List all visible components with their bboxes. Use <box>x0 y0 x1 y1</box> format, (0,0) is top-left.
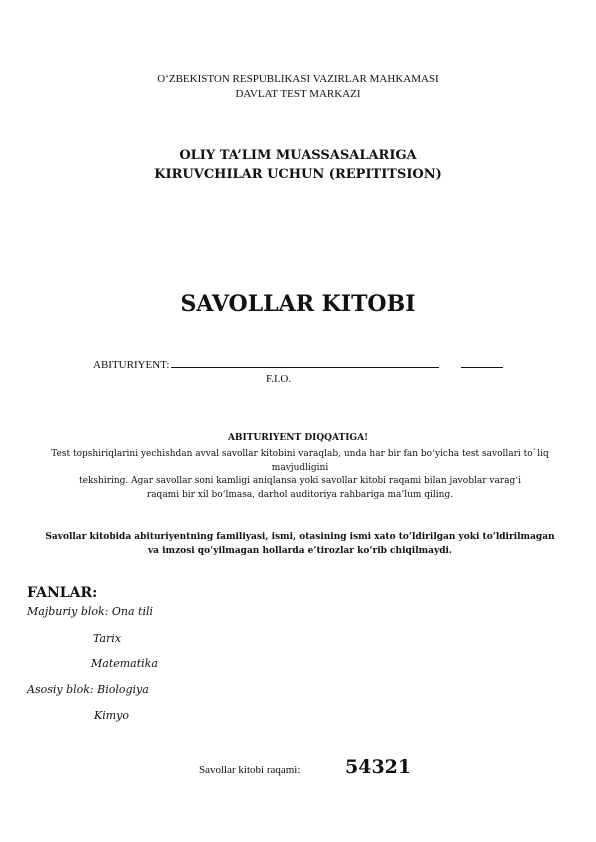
subject-chemistry: Kimyo <box>94 709 130 722</box>
subject-mandatory: Majburiy blok: Ona tili <box>27 605 154 618</box>
subject-math: Matematika <box>91 657 158 670</box>
warning-text <box>40 530 560 558</box>
org-name: O‘ZBEKISTON RESPUBLIKASI VAZIRLAR MAHKAMASI <box>157 73 439 85</box>
subject-core: Asosiy blok: Biologiya <box>27 683 149 696</box>
page-title: SAVOLLAR KITOBI <box>180 291 416 317</box>
attention-line4: raqami bir xil bo‘lmasa, darhol auditoriya rahbariga ma’lum qiling. <box>146 489 454 500</box>
attention-line2: mavjudligini <box>271 462 329 473</box>
subtitle-line2: KIRUVCHILAR UCHUN (REPITITSION) <box>154 167 442 182</box>
fio-label: F.I.O. <box>266 373 292 385</box>
applicant-label: ABITURIYENT: <box>93 359 170 371</box>
subjects-heading: FANLAR: <box>27 585 98 601</box>
applicant-row <box>93 356 503 371</box>
attention-heading: ABITURIYENT DIQQATIGA! <box>227 433 369 443</box>
applicant-signature-field[interactable] <box>461 356 503 368</box>
attention-line3: tekshiring. Agar savollar soni kamligi aniqlansa yoki savollar kitobi raqami bilan javoblar varag‘i <box>79 476 521 486</box>
subject-history: Tarix <box>93 632 122 645</box>
org-department: DAVLAT TEST MARKAZI <box>235 88 361 100</box>
warning-line1: Savollar kitobida abituriyentning familiyasi, ismi, otasining ismi xato to‘ldirilgan yoki to‘ldirilmagan <box>45 532 555 542</box>
book-number: 54321 <box>345 756 412 778</box>
applicant-name-field[interactable] <box>171 356 439 368</box>
subtitle-line1: OLIY TA’LIM MUASSASALARIGA <box>179 148 417 163</box>
attention-line1: Test topshiriqlarini yechishdan avval savollar kitobini varaqlab, unda har bir fan bo‘yicha test savollari to`liq <box>51 449 549 459</box>
attention-text <box>30 448 570 502</box>
warning-line2: va imzosi qo‘yilmagan hollarda e’tirozlar ko‘rib chiqilmaydi. <box>147 546 453 556</box>
book-number-label: Savollar kitobi raqami: <box>199 764 301 776</box>
